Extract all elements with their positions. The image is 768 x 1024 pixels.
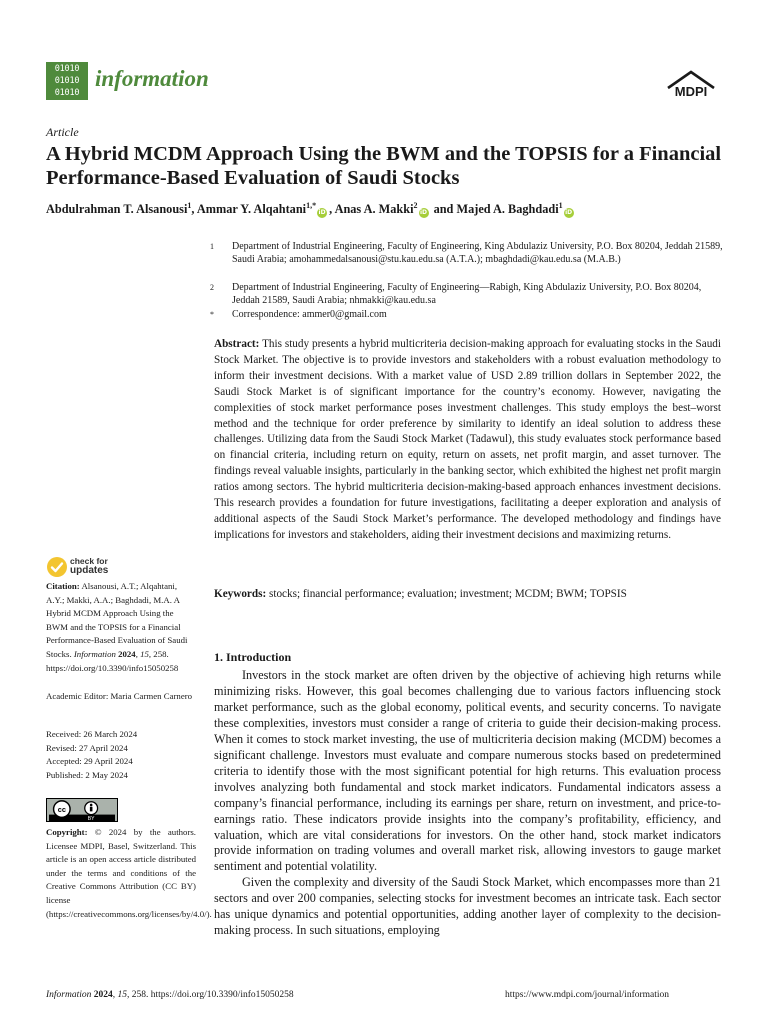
svg-text:BY: BY (87, 816, 95, 822)
cc-by-license-badge[interactable] (46, 798, 118, 822)
affiliation-2: 2 Department of Industrial Engineering, Faculty of Engineering—Rabigh, King Abdulaziz University, P.O. Box 80204, Jeddah 21589, Saudi Arabia; nhmakki@kau.edu.sa (210, 282, 702, 306)
mdpi-logo[interactable] (666, 70, 716, 100)
section-heading: 1. Introduction (214, 650, 292, 664)
copyright-notice: Copyright: © 2024 by the authors. Licensee MDPI, Basel, Switzerland. This article is an open access article distributed under the terms and conditions of the Creative Commons Attribution (CC BY) license (https://creativecommons.org/licenses/by/4.0/). (46, 827, 212, 919)
citation: Citation: Alsanousi, A.T.; Alqahtani, A.Y.; Makki, A.A.; Baghdadi, M.A. A Hybrid MCDM Approach Using the BWM and the TOPSIS for a Financial Performance-Based Evaluation of Saudi Stocks. Information 2024, 15, 258. https://doi.org/10.3390/info15050258 (46, 581, 188, 673)
svg-text:cc: cc (57, 804, 66, 814)
mdpi-logo-text: MDPI (674, 84, 708, 99)
author-affiliation-sup: 1 (558, 201, 563, 210)
abstract-label: Abstract: (214, 338, 260, 350)
check-for-updates-icon[interactable] (46, 556, 68, 578)
orcid-icon[interactable]: iD (565, 209, 573, 217)
check-for-updates-link[interactable]: check for updates (70, 556, 109, 576)
author-name: Majed A. Baghdadi (456, 202, 559, 217)
footer-citation: Information 2024, 15, 258. https://doi.org/10.3390/info15050258 (46, 990, 294, 1000)
journal-name[interactable]: information (95, 66, 209, 91)
paragraph: Given the complexity and diversity of the Saudi Stock Market, which encompasses more than 21 sectors and over 200 companies, selecting stocks for investment becomes an intricate task. Each sector has unique dynamics and potential opportunities, adding another layer of complexity to the decision-making process. In such situations, employing (214, 875, 721, 938)
correspondence: * Correspondence: ammer0@gmail.com (210, 309, 387, 320)
orcid-icon[interactable]: iD (318, 209, 326, 217)
logo-line: 01010 (54, 88, 80, 98)
author-name: Anas A. Makki (334, 202, 414, 217)
author-affiliation-sup: 1 (187, 201, 192, 210)
author-affiliation-sup: 1,* (306, 201, 317, 210)
keywords-text: stocks; financial performance; evaluation; investment; MCDM; BWM; TOPSIS (269, 588, 627, 600)
date-accepted: Accepted: 29 April 2024 (46, 756, 133, 767)
publication-dates (46, 728, 196, 782)
date-published: Published: 2 May 2024 (46, 769, 128, 780)
abstract (214, 337, 721, 544)
orcid-icon[interactable]: iD (419, 209, 428, 217)
author-affiliation-sup: 2 (413, 201, 418, 210)
affiliation-1: 1 Department of Industrial Engineering, Faculty of Engineering, King Abdulaziz University, P.O. Box 80204, Jeddah 21589, Saudi Arabia; amohammedalsanousi@stu.kau.edu.sa (A.T.A.); mbaghdadi@kau.edu.sa (M.A.B.) (210, 241, 723, 265)
abstract-text: This study presents a hybrid multicriteria decision-making approach for evaluating stocks in the Saudi Stock Market. The objective is to provide investors and stakeholders with a robust evaluation methodology to inform their investment decisions. With a market value of USD 2.89 trillion dollars in September 2022, the Saudi Stock Market is of significant importance for the country’s economy. However, navigating the complexities of stock market performance poses investment challenges. This study employs the best–worst method and the technique for order preference by similarity to identify an ideal solution to address these challenges. Utilizing data from the Saudi Stock Market (Tadawul), this study evaluates stock performance based on financial criteria, including return on equity, return on assets, net profit margin, and asset turnover. The findings reveal valuable insights, particularly in the banking sector, which exhibited the highest net profit margin ratios among sectors. The hybrid multicriteria decision-making-based approach enhances investment decisions. This research provides a foundation for future investigations, facilitating a deeper exploration and analysis of additional aspects of the Saudi Stock Market’s performance. The developed methodology and findings have implications for investors and stakeholders, aiding their investment decisions and maximizing returns. (214, 338, 721, 541)
author-list: Abdulrahman T. Alsanousi$^1$, Ammar Y. Alqahtani$^{1,*}$iD , Anas A. Makki$^2$iD and Majed A. Baghdadi$^1$iD (46, 201, 573, 217)
logo-line: 01010 (54, 64, 80, 74)
paragraph: Investors in the stock market are often driven by the objective of achieving high returns while minimizing risks. However, this goal becomes challenging due to various factors influencing stock market performance, such as the global economy, political events, and security concerns. To navigate these complexities, investors must consider a range of criteria to guide their decision-making process. When it comes to stock market investing, the use of multicriteria decision making (MCDM) becomes a significant challenge. Investors must evaluate and compare numerous stocks based on predetermined criteria to identify those with the most significant potential for high returns. This evaluation process involves analyzing both fundamental and stock market indicators. Fundamental indicators assess a company’s financial performance, including its earnings per share, return on investment, and price-to-earnings ratio. These indicators provide insights into the company’s profitability, efficiency, and valuation, which are vital considerations for investors. On the other hand, stock market indicators provide information on trading volumes and overall market risk, allowing investors to gauge market sentiment and potential volatility. (214, 668, 721, 874)
keywords (214, 588, 721, 600)
date-revised: Revised: 27 April 2024 (46, 742, 128, 753)
academic-editor: Academic Editor: Maria Carmen Carnero (46, 691, 193, 701)
logo-line: 01010 (54, 76, 80, 86)
author-name: Ammar Y. Alqahtani (196, 202, 307, 217)
date-received: Received: 26 March 2024 (46, 729, 138, 739)
journal-logo (46, 62, 88, 100)
footer-journal-url[interactable]: https://www.mdpi.com/journal/information (505, 990, 670, 1000)
article-type: Article (46, 125, 79, 139)
introduction-body (214, 668, 721, 939)
keywords-label: Keywords: (214, 588, 267, 600)
paper-title: A Hybrid MCDM Approach Using the BWM and the TOPSIS for a Financial Performance-Based Evaluation of Saudi Stocks (46, 143, 722, 189)
author-name: Abdulrahman T. Alsanousi (46, 202, 188, 217)
